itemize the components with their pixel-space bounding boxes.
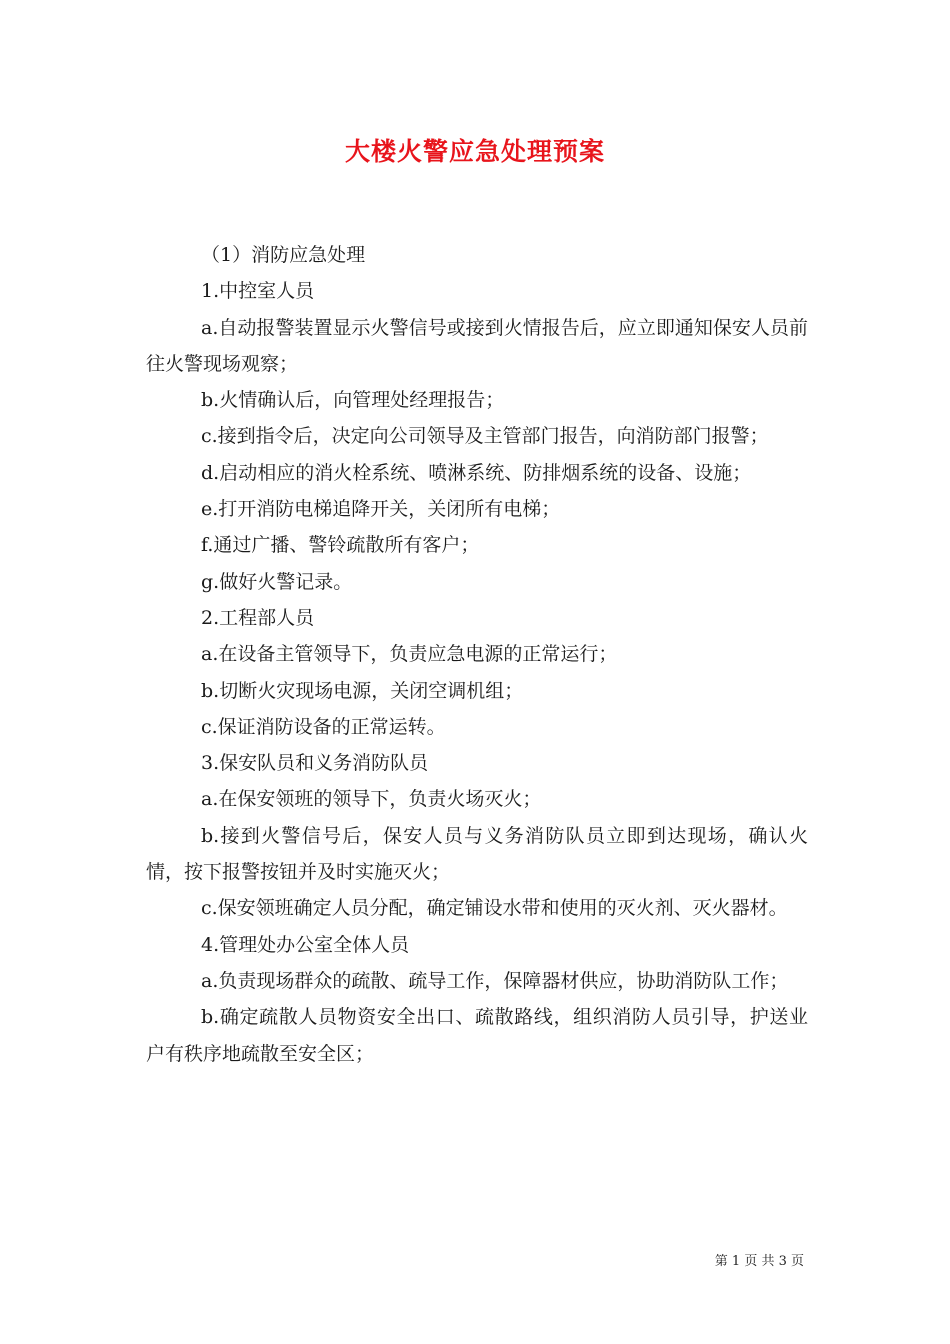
list-item: d.启动相应的消火栓系统、喷淋系统、防排烟系统的设备、设施； — [201, 461, 752, 484]
page-number: 第 1 页 共 3 页 — [714, 1254, 804, 1269]
list-item: c.保证消防设备的正常运转。 — [201, 715, 446, 738]
list-item: b.切断火灾现场电源，关闭空调机组； — [201, 679, 524, 702]
list-item: f.通过广播、警铃疏散所有客户； — [201, 534, 480, 557]
list-item: a.在设备主管领导下，负责应急电源的正常运行； — [201, 643, 618, 666]
document-body — [146, 237, 808, 1072]
list-item: b.接到火警信号后，保安人员与义务消防队员立即到达现场，确认火情，按下报警按钮并及时实施灭火； — [146, 824, 808, 884]
list-item: c.保安领班确定人员分配，确定铺设水带和使用的灭火剂、灭火器材。 — [201, 897, 788, 920]
document-title: 大楼火警应急处理预案 — [344, 137, 605, 166]
list-item: c.接到指令后，决定向公司领导及主管部门报告，向消防部门报警； — [201, 425, 769, 448]
list-item: a.自动报警装置显示火警信号或接到火情报告后，应立即通知保安人员前往火警现场观察； — [146, 316, 808, 375]
list-item: g.做好火警记录。 — [201, 570, 353, 593]
subsection-heading: 4.管理处办公室全体人员 — [201, 933, 410, 956]
list-item: e.打开消防电梯追降开关，关闭所有电梯； — [201, 498, 561, 521]
list-item: b.确定疏散人员物资安全出口、疏散路线，组织消防人员引导，护送业户有秩序地疏散至安全区； — [146, 1006, 808, 1065]
list-item: a.负责现场群众的疏散、疏导工作，保障器材供应，协助消防队工作； — [201, 969, 789, 992]
subsection-heading: 1.中控室人员 — [201, 280, 315, 303]
list-item: b.火情确认后，向管理处经理报告； — [201, 389, 505, 412]
section-heading: （1）消防应急处理 — [201, 244, 366, 266]
list-item: a.在保安领班的领导下，负责火场灭火； — [201, 788, 542, 811]
subsection-heading: 3.保安队员和义务消防队员 — [201, 752, 429, 775]
subsection-heading: 2.工程部人员 — [201, 606, 315, 629]
